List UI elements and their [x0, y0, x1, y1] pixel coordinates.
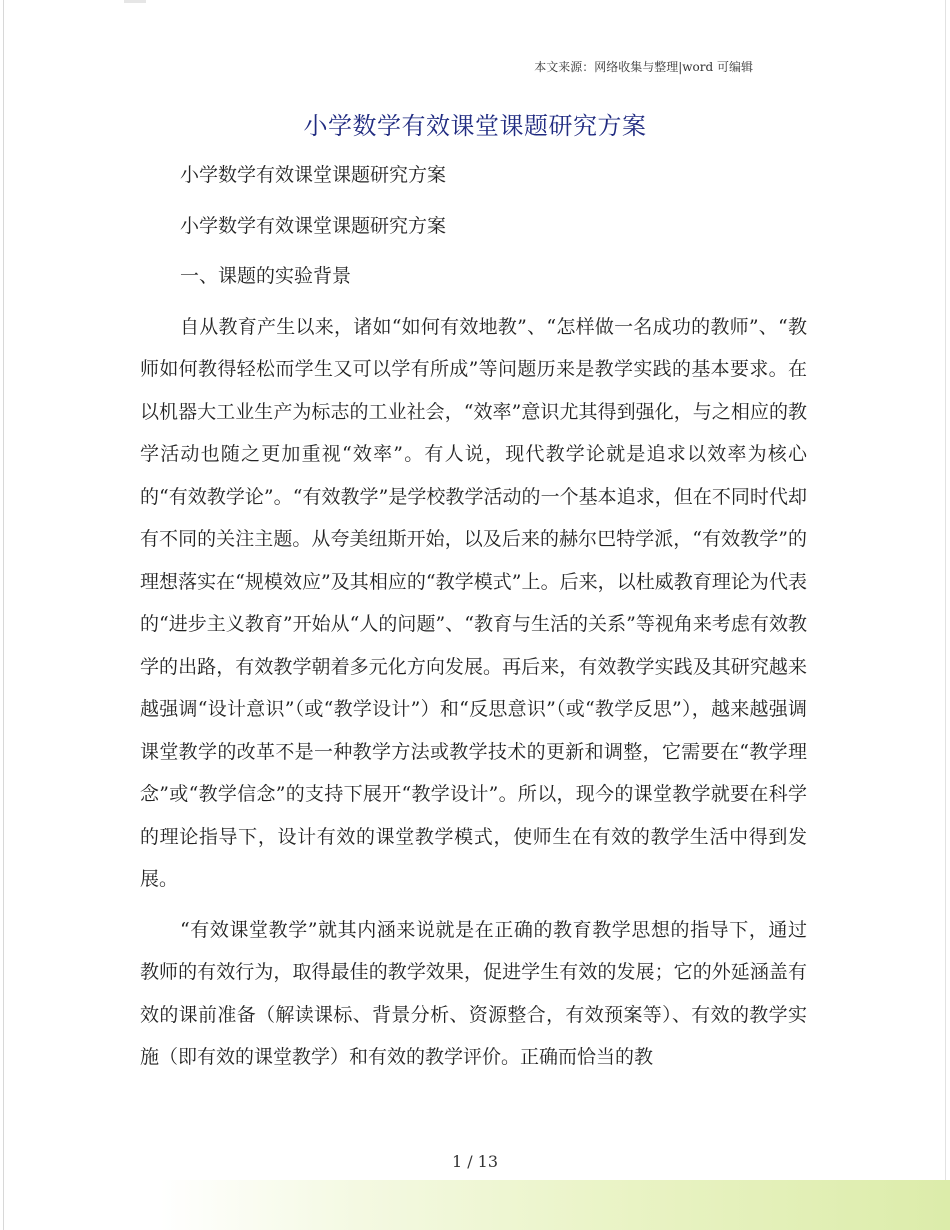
top-edge-mark	[124, 0, 146, 3]
footer-decoration	[160, 1180, 950, 1230]
section-heading: 一、课题的实验背景	[180, 265, 352, 287]
body-paragraph-1: 自从教育产生以来，诸如“如何有效地教”、“怎样做一名成功的教师”、“教师如何教得轻松而学生又可以学有所成”等问题历来是教学实践的基本要求。在以机器大工业生产为标志的工业社会，“效率”意识尤其得到强化，与之相应的教学活动也随之更加重视“效率”。有人说，现代教学论就是追求以效率为核心的“有效教学论”。“有效教学”是学校教学活动的一个基本追求，但在不同时代却有不同的关注主题。从夸美纽斯开始，以及后来的赫尔巴特学派，“有效教学”的理想落实在“规模效应”及其相应的“教学模式”上。后来，以杜威教育理论为代表的“进步主义教育”开始从“人的问题”、“教育与生活的关系”等视角来考虑有效教学的出路，有效教学朝着多元化方向发展。再后来，有效教学实践及其研究越来越强调“设计意识”（或“教学设计”）和“反思意识”（或“教学反思”），越来越强调课堂教学的改革不是一种教学方法或教学技术的更新和调整，它需要在“教学理念”或“教学信念”的支持下展开“教学设计”。所以，现今的课堂教学就要在科学的理论指导下，设计有效的课堂教学模式，使师生在有效的教学生活中得到发展。	[140, 315, 807, 890]
subtitle-line-2: 小学数学有效课堂课题研究方案	[180, 214, 447, 237]
subtitle-line-1: 小学数学有效课堂课题研究方案	[180, 164, 447, 186]
document-body	[140, 154, 807, 1079]
source-note: 本文来源：网络收集与整理|word 可编辑	[534, 60, 753, 74]
page-right-edge	[945, 0, 946, 1230]
body-paragraph-2: “有效课堂教学”就其内涵来说就是在正确的教育教学思想的指导下，通过教师的有效行为，取得最佳的教学效果，促进学生有效的发展；它的外延涵盖有效的课前准备（解读课标、背景分析、资源整合，有效预案等）、有效的教学实施（即有效的课堂教学）和有效的教学评价。正确而恰当的教	[140, 918, 807, 1068]
document-title: 小学数学有效课堂课题研究方案	[303, 112, 647, 140]
page-left-edge	[3, 0, 4, 1230]
page-number: 1 / 13	[451, 1152, 499, 1171]
